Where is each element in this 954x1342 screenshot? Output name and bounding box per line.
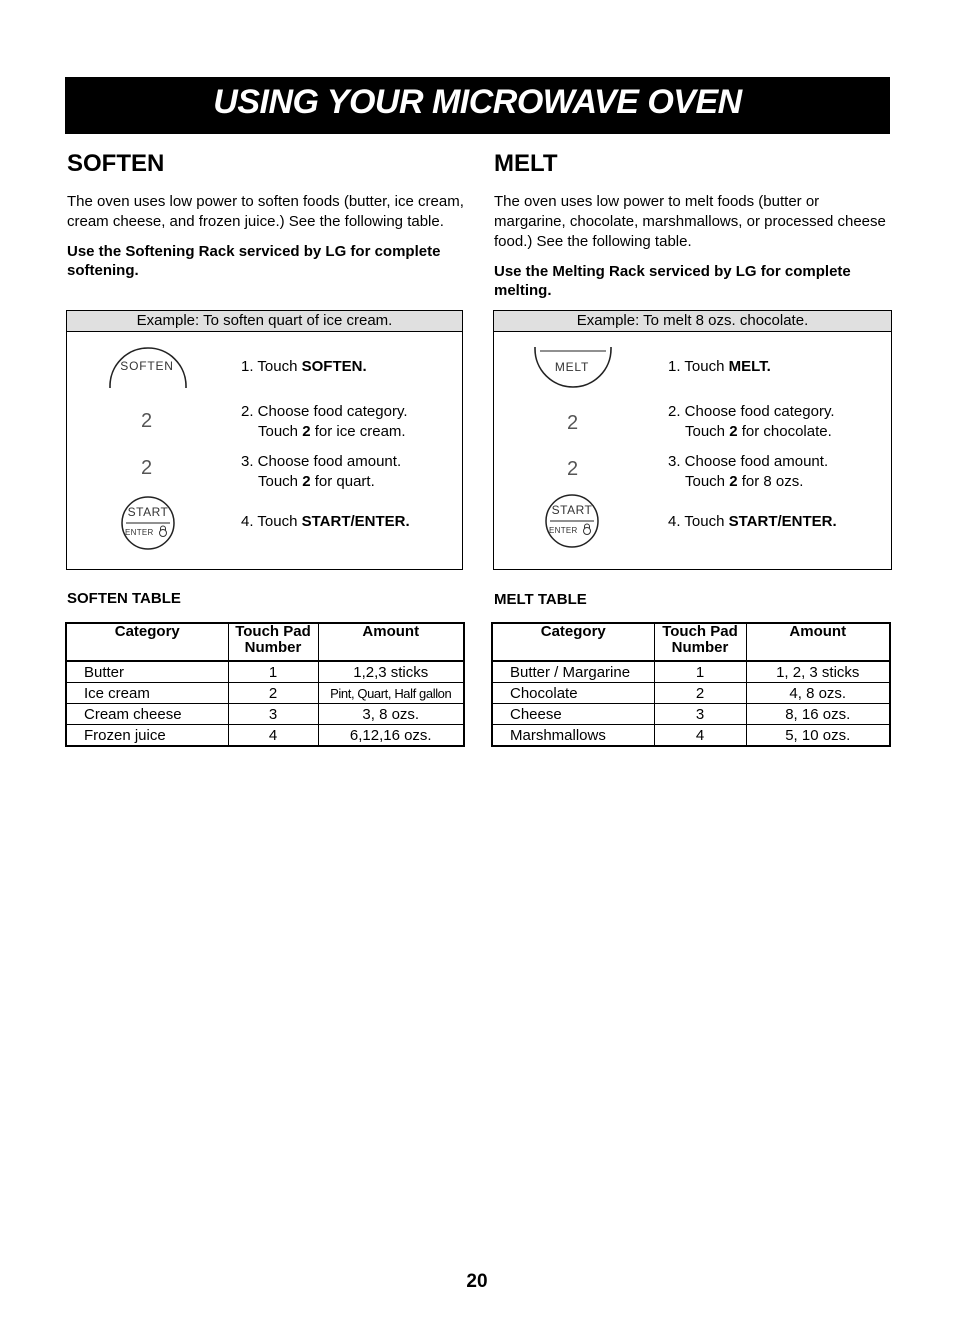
soften-start-enter-icon	[120, 495, 176, 551]
soften-example-title: Example: To soften quart of ice cream.	[67, 311, 462, 332]
table-row: Marshmallows 4 5, 10 ozs.	[492, 725, 890, 747]
soften-key-label: SOFTEN	[120, 359, 174, 373]
soften-step-2: 2. Choose food category. Touch 2 for ice cream.	[241, 403, 408, 440]
melt-enter-label: ENTER	[549, 526, 578, 535]
melt-step-2: 2. Choose food category. Touch 2 for chocolate.	[668, 403, 835, 440]
melt-table-header	[492, 623, 890, 661]
melt-table-title: MELT TABLE	[494, 591, 587, 608]
melt-start-label: START	[551, 503, 593, 517]
melt-example-box	[493, 310, 892, 570]
table-row: Chocolate 2 4, 8 ozs.	[492, 683, 890, 704]
table-row: Butter / Margarine 1 1, 2, 3 sticks	[492, 661, 890, 683]
soften-title: SOFTEN	[67, 150, 165, 177]
melt-step-4: 4. Touch START/ENTER.	[668, 513, 837, 530]
soften-section	[67, 150, 467, 280]
melt-intro: The oven uses low power to melt foods (butter or margarine, chocolate, marshmallows, or processed cheese food.) See the following table.	[494, 193, 886, 250]
soften-key-icon	[107, 344, 187, 388]
melt-title: MELT	[494, 150, 558, 177]
lock-icon	[158, 525, 168, 537]
melt-note: Use the Melting Rack serviced by LG for complete melting.	[494, 263, 851, 299]
soften-table-title: SOFTEN TABLE	[67, 590, 181, 607]
melt-digit-key-2: 2	[567, 458, 579, 480]
melt-step-3: 3. Choose food amount. Touch 2 for 8 ozs.	[668, 453, 829, 490]
melt-section	[494, 150, 894, 300]
page-number: 20	[466, 1271, 488, 1292]
melt-step-1: 1. Touch MELT.	[668, 358, 771, 375]
column-header-touch-pad: Touch Pad Number	[228, 623, 318, 661]
lock-icon	[582, 523, 592, 535]
column-header-amount: Amount	[318, 623, 464, 661]
table-row: Cream cheese 3 3, 8 ozs.	[66, 704, 464, 725]
table-row: Cheese 3 8, 16 ozs.	[492, 704, 890, 725]
column-header-category: Category	[492, 623, 654, 661]
melt-key-label: MELT	[554, 360, 590, 374]
soften-digit-key-1: 2	[141, 410, 153, 432]
table-row: Frozen juice 4 6,12,16 ozs.	[66, 725, 464, 747]
soften-start-label: START	[127, 505, 169, 519]
melt-start-enter-icon	[544, 493, 600, 549]
page-title: USING YOUR MICROWAVE OVEN	[213, 83, 742, 121]
melt-table	[491, 622, 891, 747]
soften-step-4: 4. Touch START/ENTER.	[241, 513, 410, 530]
soften-example-box	[66, 310, 463, 570]
table-row: Butter 1 1,2,3 sticks	[66, 661, 464, 683]
soften-note: Use the Softening Rack serviced by LG for complete softening.	[67, 243, 441, 279]
soften-intro: The oven uses low power to soften foods (butter, ice cream, cream cheese, and frozen juice.) See the following table.	[67, 193, 464, 230]
table-row: Ice cream 2 Pint, Quart, Half gallon	[66, 683, 464, 704]
page-banner	[65, 77, 890, 134]
melt-example-title: Example: To melt 8 ozs. chocolate.	[494, 311, 891, 332]
soften-table	[65, 622, 465, 747]
soften-enter-label: ENTER	[125, 528, 154, 537]
melt-digit-key-1: 2	[567, 412, 579, 434]
melt-key-icon	[532, 329, 612, 373]
column-header-category: Category	[66, 623, 228, 661]
soften-step-1: 1. Touch SOFTEN.	[241, 358, 367, 375]
column-header-amount: Amount	[746, 623, 890, 661]
soften-table-header	[66, 623, 464, 661]
column-header-touch-pad: Touch Pad Number	[654, 623, 746, 661]
soften-step-3: 3. Choose food amount. Touch 2 for quart.	[241, 453, 402, 490]
soften-digit-key-2: 2	[141, 457, 153, 479]
